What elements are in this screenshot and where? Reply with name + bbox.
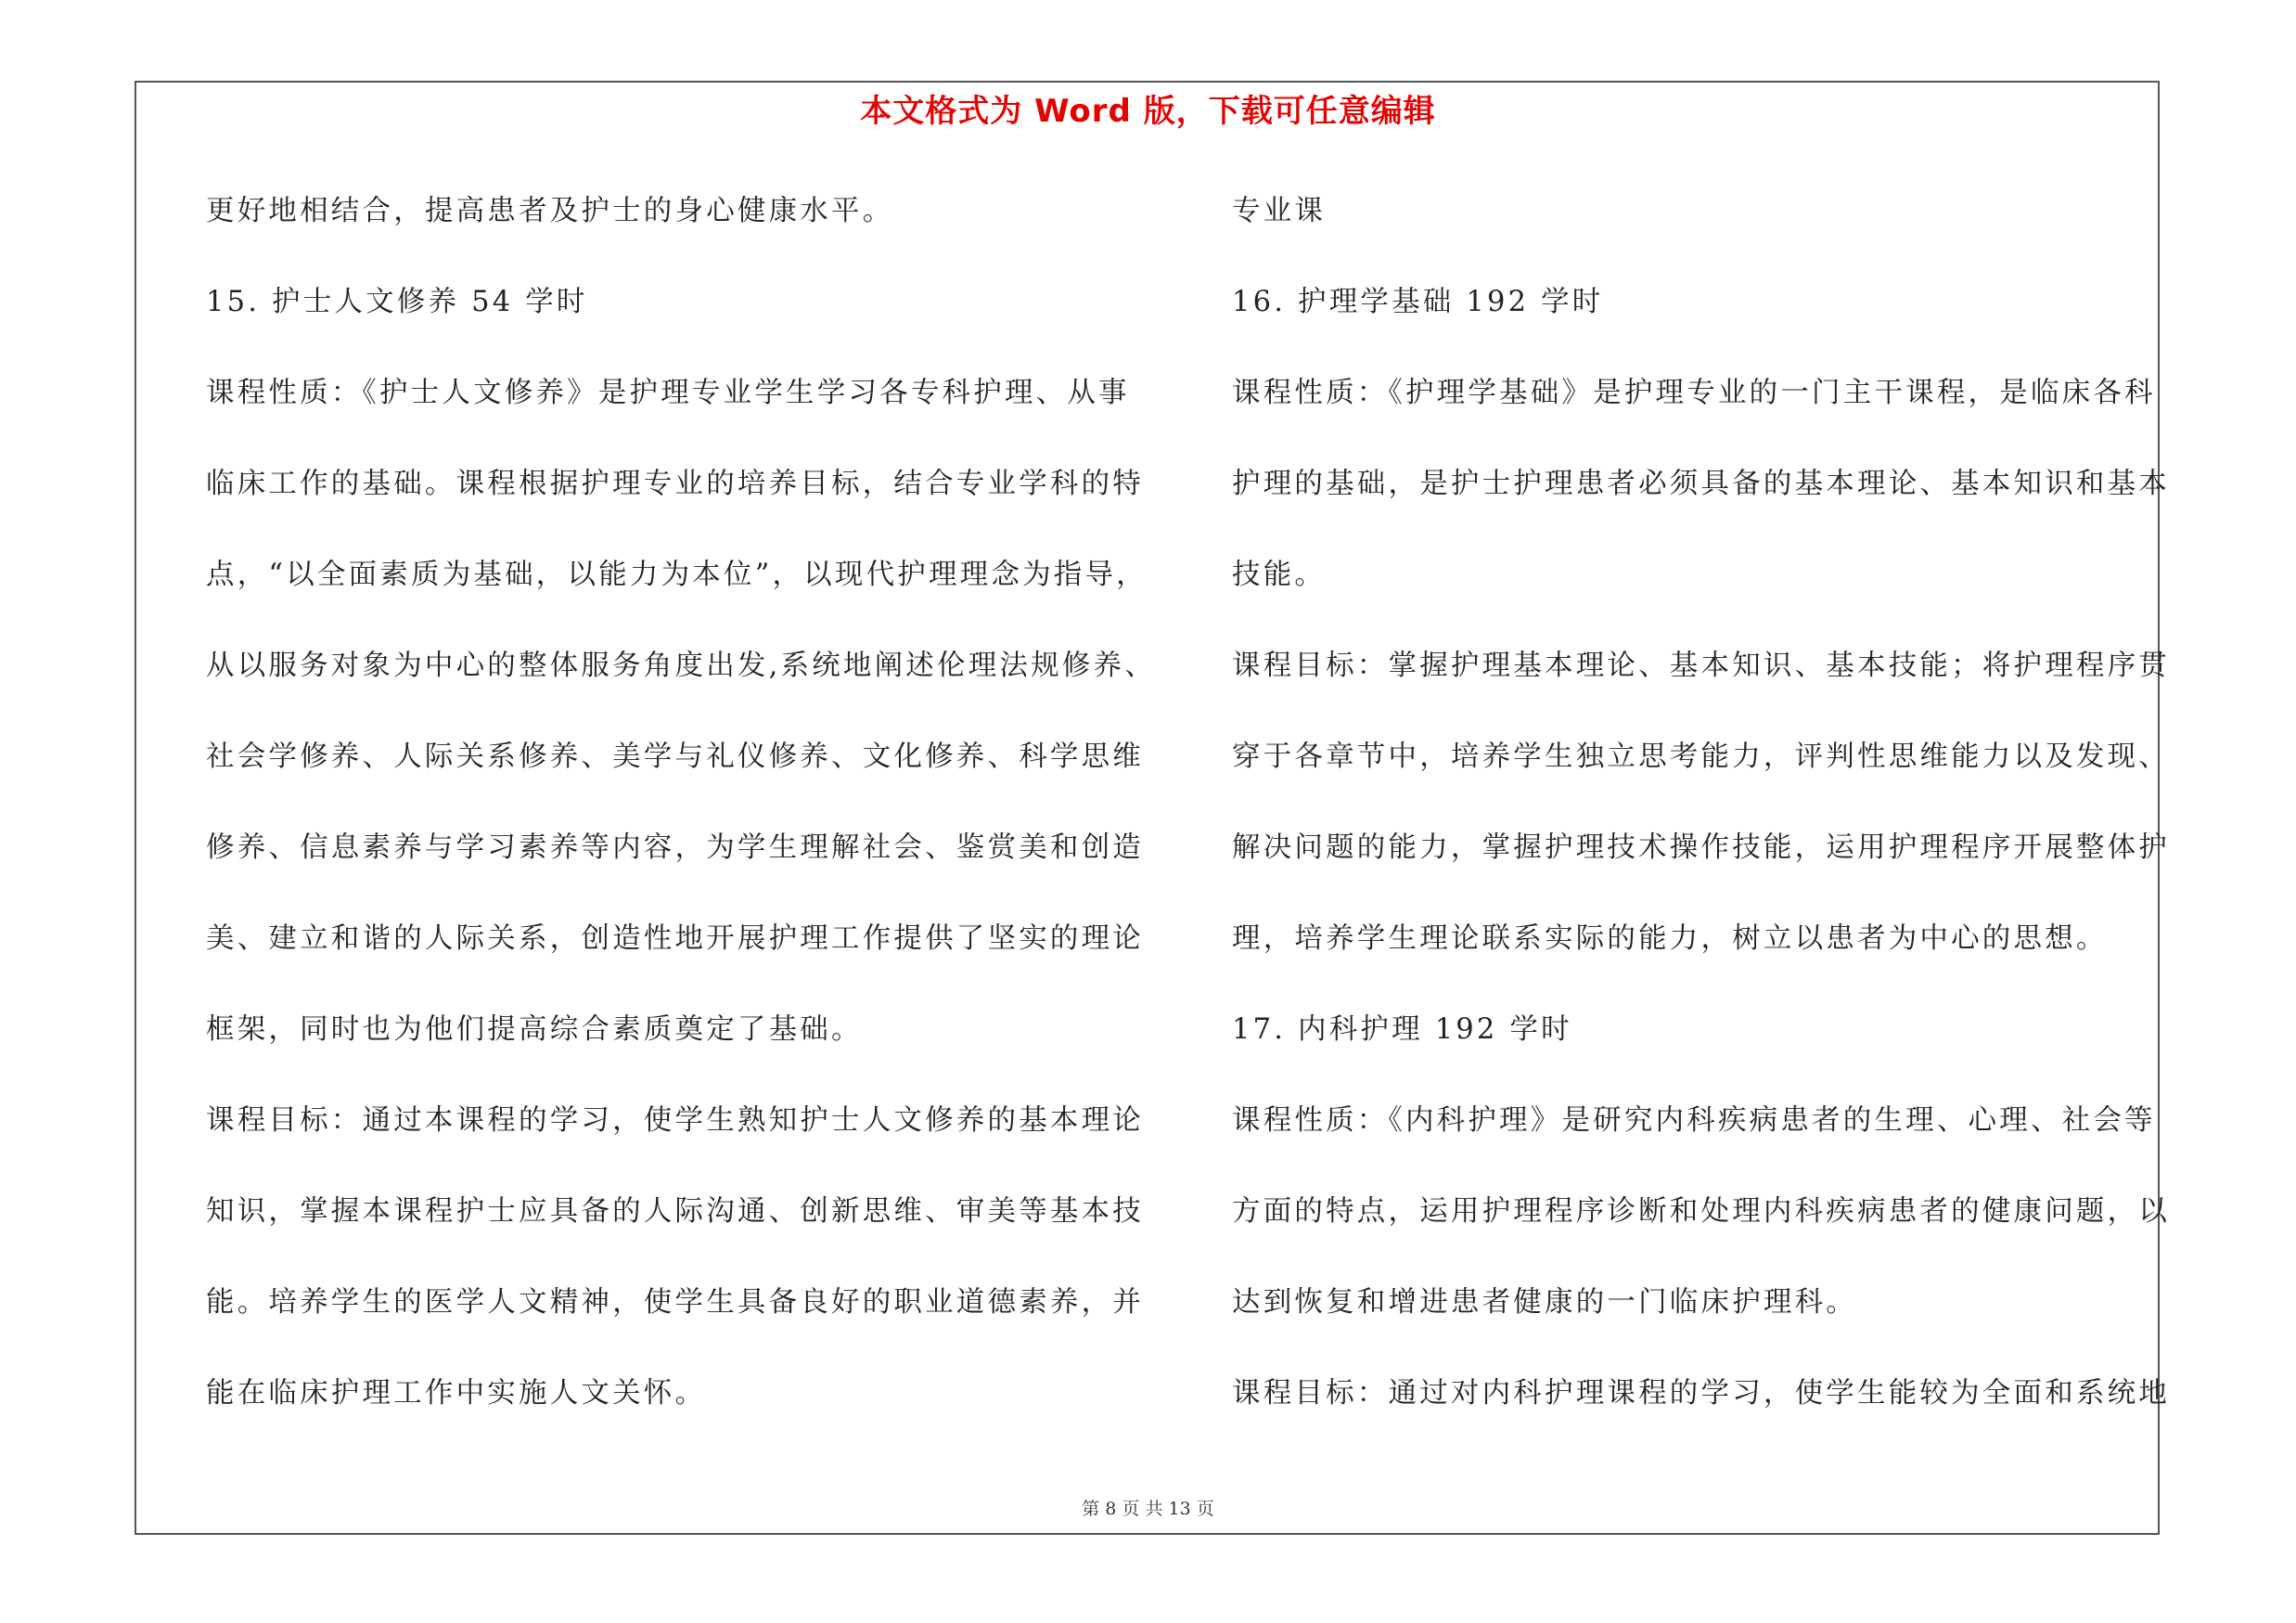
text-line: 穿于各章节中，培养学生独立思考能力，评判性思维能力以及发现、 (1232, 741, 2170, 773)
text-line: 课程性质：《护士人文修养》是护理专业学生学习各专科护理、从事 (206, 377, 1130, 409)
course-heading-17: 17. 内科护理 192 学时 (1232, 1013, 1572, 1046)
page-number-footer: 第 8 页 共 13 页 (1082, 1499, 1214, 1519)
text-line: 课程目标：通过对内科护理课程的学习，使学生能较为全面和系统地 (1232, 1377, 2170, 1410)
text-line: 课程目标：掌握护理基本理论、基本知识、基本技能；将护理程序贯 (1232, 650, 2170, 682)
text-line: 更好地相结合，提高患者及护士的身心健康水平。 (206, 195, 894, 227)
text-line: 从以服务对象为中心的整体服务角度出发,系统地阐述伦理法规修养、 (206, 650, 1156, 682)
format-banner: 本文格式为 Word 版，下载可任意编辑 (860, 93, 1436, 130)
text-line: 课程性质：《护理学基础》是护理专业的一门主干课程，是临床各科 (1232, 377, 2156, 409)
text-line: 护理的基础，是护士护理患者必须具备的基本理论、基本知识和基本 (1232, 468, 2170, 500)
text-line: 技能。 (1232, 559, 1327, 591)
text-line: 美、建立和谐的人际关系，创造性地开展护理工作提供了坚实的理论 (206, 922, 1144, 955)
text-line: 能。培养学生的医学人文精神，使学生具备良好的职业道德素养，并 (206, 1286, 1144, 1319)
text-line: 临床工作的基础。课程根据护理专业的培养目标，结合专业学科的特 (206, 468, 1144, 500)
text-line: 知识，掌握本课程护士应具备的人际沟通、创新思维、审美等基本技 (206, 1195, 1144, 1228)
left-column (206, 181, 1156, 1454)
course-heading-16: 16. 护理学基础 192 学时 (1232, 286, 1604, 318)
text-line: 课程目标：通过本课程的学习，使学生熟知护士人文修养的基本理论 (206, 1104, 1144, 1137)
text-line: 课程性质：《内科护理》是研究内科疾病患者的生理、心理、社会等 (1232, 1104, 2156, 1137)
text-line: 达到恢复和增进患者健康的一门临床护理科。 (1232, 1286, 1857, 1319)
text-line: 方面的特点，运用护理程序诊断和处理内科疾病患者的健康问题，以 (1232, 1195, 2170, 1228)
course-heading-15: 15. 护士人文修养 54 学时 (206, 286, 588, 318)
right-column (1232, 181, 2170, 1454)
text-line: 修养、信息素养与学习素养等内容，为学生理解社会、鉴赏美和创造 (206, 831, 1144, 864)
text-line: 理，培养学生理论联系实际的能力，树立以患者为中心的思想。 (1232, 922, 2108, 955)
text-line: 点，“以全面素质为基础，以能力为本位”，以现代护理理念为指导， (206, 559, 1148, 591)
section-heading: 专业课 (1232, 195, 1327, 227)
text-line: 社会学修养、人际关系修养、美学与礼仪修养、文化修养、科学思维 (206, 741, 1144, 773)
text-line: 框架，同时也为他们提高综合素质奠定了基础。 (206, 1013, 863, 1046)
text-line: 解决问题的能力，掌握护理技术操作技能，运用护理程序开展整体护 (1232, 831, 2170, 864)
text-line: 能在临床护理工作中实施人文关怀。 (206, 1377, 707, 1410)
